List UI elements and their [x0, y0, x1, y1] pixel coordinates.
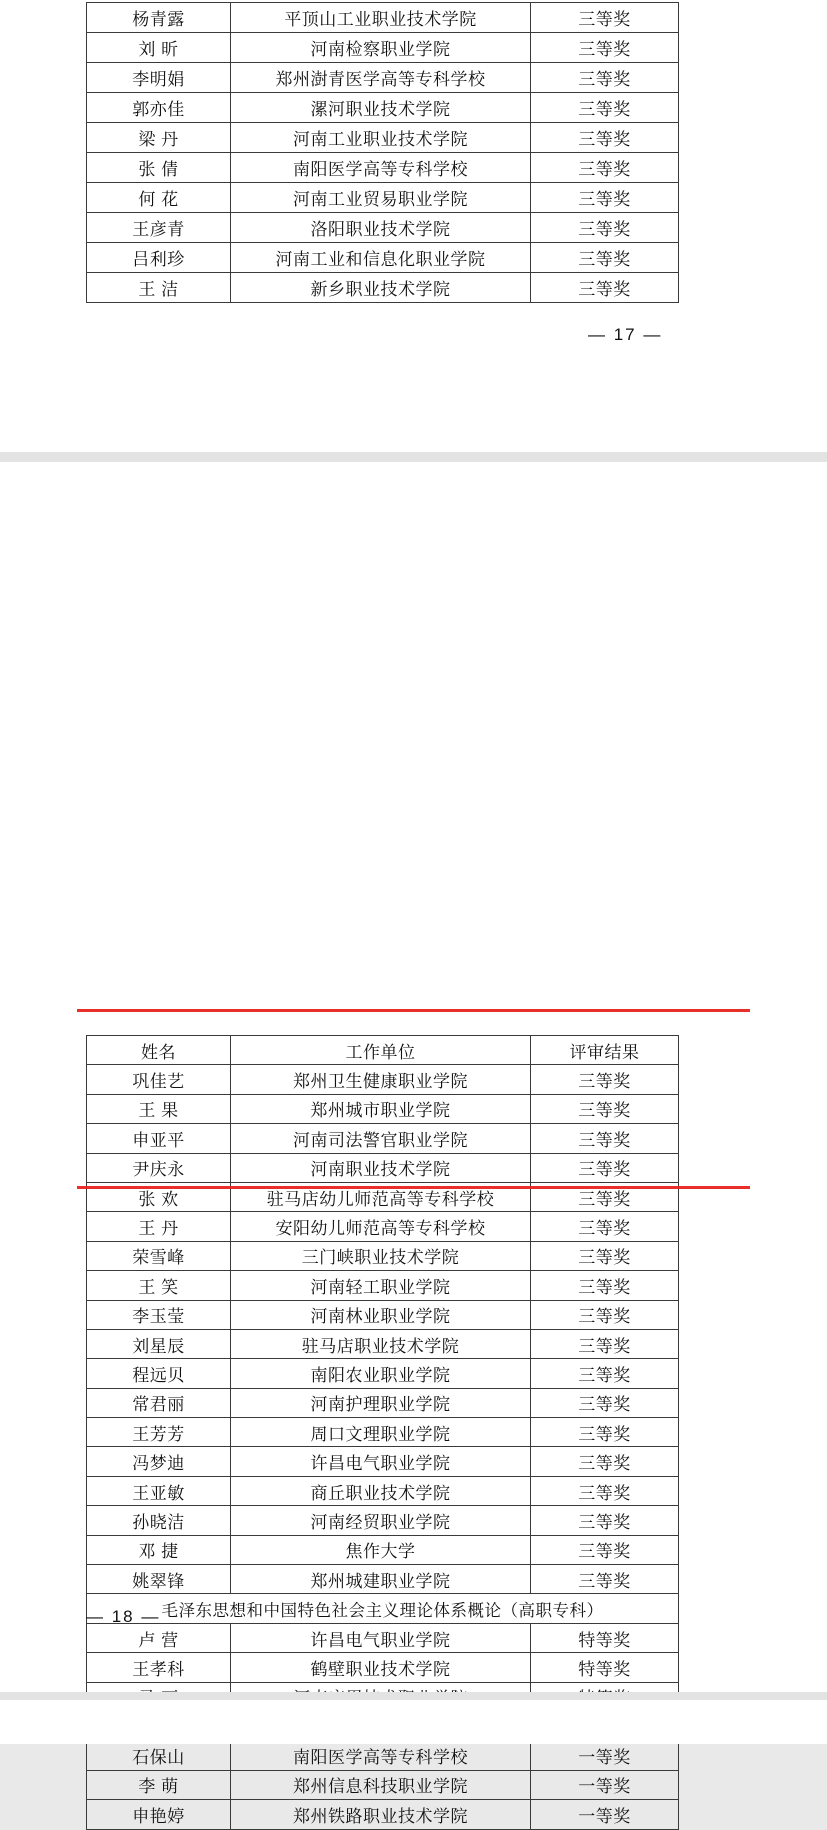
cell-unit: 河南工业和信息化职业学院: [231, 243, 531, 273]
cell-unit: 河南护理职业学院: [231, 1388, 531, 1417]
cell-name: 刘 昕: [87, 33, 231, 63]
cell-result: 三等奖: [531, 1359, 679, 1388]
table-row: [87, 1329, 679, 1358]
table-row: [87, 1800, 679, 1829]
highlight-line-1: [77, 1009, 750, 1012]
cell-unit: 郑州城建职业学院: [231, 1565, 531, 1594]
cell-name: 李 萌: [87, 1770, 231, 1799]
table-row: [87, 1300, 679, 1329]
cell-unit: 周口文理职业学院: [231, 1418, 531, 1447]
cell-name: 王 洁: [87, 273, 231, 303]
cell-unit: 郑州铁路职业技术学院: [231, 1800, 531, 1829]
cell-name: 姚翠锋: [87, 1565, 231, 1594]
table-row: [87, 1476, 679, 1505]
cell-result: 三等奖: [531, 1153, 679, 1182]
cell-result: 特等奖: [531, 1653, 679, 1682]
cell-result: 三等奖: [531, 1535, 679, 1564]
page-sheet-18: [0, 462, 827, 1826]
cell-result: 三等奖: [531, 1065, 679, 1094]
cell-unit: 驻马店幼儿师范高等专科学校: [231, 1182, 531, 1211]
cell-name: 荣雪峰: [87, 1241, 231, 1270]
cell-name: 王彦青: [87, 213, 231, 243]
table-row: [87, 1447, 679, 1476]
cell-result: 三等奖: [531, 1300, 679, 1329]
table-row: [87, 1359, 679, 1388]
table-top: [86, 2, 679, 303]
cell-name: 王 笑: [87, 1271, 231, 1300]
table-row: [87, 273, 679, 303]
cell-result: 三等奖: [531, 123, 679, 153]
table-row: [87, 1770, 679, 1799]
cell-result: 三等奖: [531, 33, 679, 63]
cell-result: 三等奖: [531, 63, 679, 93]
cell-result: 三等奖: [531, 1506, 679, 1535]
page-number-18: — 18 —: [86, 1607, 161, 1626]
cell-unit: 焦作大学: [231, 1535, 531, 1564]
cell-name: 石保山: [87, 1741, 231, 1770]
cell-name: 梁 丹: [87, 123, 231, 153]
cell-name: 王亚敏: [87, 1476, 231, 1505]
table-row: [87, 1535, 679, 1564]
table-row: [87, 1653, 679, 1682]
cell-unit: 许昌电气职业学院: [231, 1623, 531, 1652]
cell-result: 三等奖: [531, 1418, 679, 1447]
page-number-17: — 17 —: [588, 325, 663, 344]
cell-unit: 平顶山工业职业技术学院: [231, 3, 531, 33]
cell-unit: 郑州城市职业学院: [231, 1094, 531, 1123]
cell-name: 尹庆永: [87, 1153, 231, 1182]
cell-unit: 安阳幼儿师范高等专科学校: [231, 1212, 531, 1241]
results-table-continued: [86, 2, 679, 303]
cell-result: 三等奖: [531, 1094, 679, 1123]
table-body-top: [87, 3, 679, 303]
cell-unit: 商丘职业技术学院: [231, 1476, 531, 1505]
cell-result: 三等奖: [531, 1476, 679, 1505]
table-row: [87, 1094, 679, 1123]
cell-result: 三等奖: [531, 273, 679, 303]
table-row: [87, 1388, 679, 1417]
cell-name: 何 花: [87, 183, 231, 213]
cell-unit: 南阳农业职业学院: [231, 1359, 531, 1388]
cell-unit: 郑州澍青医学高等专科学校: [231, 63, 531, 93]
cell-unit: 河南职业技术学院: [231, 1153, 531, 1182]
header-name: 姓名: [87, 1036, 231, 1065]
cell-result: 三等奖: [531, 1329, 679, 1358]
table-row: [87, 1741, 679, 1770]
page-sheet-17: [0, 0, 827, 452]
table-row: [87, 1241, 679, 1270]
cell-name: 李玉莹: [87, 1300, 231, 1329]
cell-name: 孙晓洁: [87, 1506, 231, 1535]
table-row: [87, 243, 679, 273]
cell-unit: 许昌电气职业学院: [231, 1447, 531, 1476]
table-header-row: [87, 1036, 679, 1065]
cell-name: 巩佳艺: [87, 1065, 231, 1094]
cell-unit: 鹤壁职业技术学院: [231, 1653, 531, 1682]
table-row: [87, 213, 679, 243]
cell-result: 三等奖: [531, 3, 679, 33]
table-row: [87, 1271, 679, 1300]
cell-unit: 南阳医学高等专科学校: [231, 153, 531, 183]
cell-result: 一等奖: [531, 1770, 679, 1799]
cell-result: 三等奖: [531, 93, 679, 123]
cell-unit: 河南工业贸易职业学院: [231, 183, 531, 213]
table-row: [87, 3, 679, 33]
cell-result: 三等奖: [531, 1565, 679, 1594]
header-result: 评审结果: [531, 1036, 679, 1065]
table-row: [87, 1153, 679, 1182]
cell-result: 三等奖: [531, 153, 679, 183]
table-row: [87, 93, 679, 123]
table-row: [87, 63, 679, 93]
table-row: [87, 1212, 679, 1241]
cell-result: 三等奖: [531, 243, 679, 273]
section-title: 毛泽东思想和中国特色社会主义理论体系概论（高职专科）: [87, 1594, 679, 1623]
table-row: [87, 33, 679, 63]
table-row: [87, 1565, 679, 1594]
cell-name: 王 果: [87, 1094, 231, 1123]
cell-name: 卢 营: [87, 1623, 231, 1652]
cell-name: 常君丽: [87, 1388, 231, 1417]
cell-name: 程远贝: [87, 1359, 231, 1388]
table-row: [87, 1506, 679, 1535]
cell-result: 三等奖: [531, 213, 679, 243]
highlight-line-2: [77, 1186, 750, 1189]
table-row: [87, 1418, 679, 1447]
table-row: [87, 1623, 679, 1652]
cell-unit: 河南经贸职业学院: [231, 1506, 531, 1535]
cell-unit: 洛阳职业技术学院: [231, 213, 531, 243]
cell-unit: 新乡职业技术学院: [231, 273, 531, 303]
cell-result: 三等奖: [531, 183, 679, 213]
cell-name: 刘星辰: [87, 1329, 231, 1358]
header-unit: 工作单位: [231, 1036, 531, 1065]
cell-name: 李明娟: [87, 63, 231, 93]
page-sheet-next: [0, 1700, 827, 1744]
cell-name: 吕利珍: [87, 243, 231, 273]
cell-name: 王孝科: [87, 1653, 231, 1682]
cell-result: 三等奖: [531, 1388, 679, 1417]
cell-unit: 河南司法警官职业学院: [231, 1124, 531, 1153]
cell-unit: 河南林业职业学院: [231, 1300, 531, 1329]
cell-unit: 河南工业职业技术学院: [231, 123, 531, 153]
table-section-row: [87, 1594, 679, 1623]
cell-name: 王芳芳: [87, 1418, 231, 1447]
cell-unit: 南阳医学高等专科学校: [231, 1741, 531, 1770]
cell-name: 杨青露: [87, 3, 231, 33]
cell-result: 三等奖: [531, 1212, 679, 1241]
cell-result: 三等奖: [531, 1182, 679, 1211]
cell-unit: 驻马店职业技术学院: [231, 1329, 531, 1358]
cell-name: 张 欢: [87, 1182, 231, 1211]
cell-result: 特等奖: [531, 1623, 679, 1652]
cell-result: 三等奖: [531, 1241, 679, 1270]
cell-unit: 三门峡职业技术学院: [231, 1241, 531, 1270]
table-row: [87, 1065, 679, 1094]
cell-unit: 郑州信息科技职业学院: [231, 1770, 531, 1799]
cell-name: 冯梦迪: [87, 1447, 231, 1476]
page-divider-top: [0, 452, 827, 462]
cell-unit: 河南检察职业学院: [231, 33, 531, 63]
cell-name: 张 倩: [87, 153, 231, 183]
cell-result: 三等奖: [531, 1124, 679, 1153]
table-row: [87, 153, 679, 183]
cell-name: 申亚平: [87, 1124, 231, 1153]
cell-result: 三等奖: [531, 1271, 679, 1300]
cell-name: 王 丹: [87, 1212, 231, 1241]
cell-result: 三等奖: [531, 1447, 679, 1476]
cell-unit: 漯河职业技术学院: [231, 93, 531, 123]
cell-result: 一等奖: [531, 1800, 679, 1829]
cell-name: 申艳婷: [87, 1800, 231, 1829]
table-row: [87, 123, 679, 153]
cell-unit: 河南轻工职业学院: [231, 1271, 531, 1300]
table-row: [87, 183, 679, 213]
cell-result: 一等奖: [531, 1741, 679, 1770]
cell-name: 邓 捷: [87, 1535, 231, 1564]
cell-name: 郭亦佳: [87, 93, 231, 123]
table-row: [87, 1124, 679, 1153]
cell-unit: 郑州卫生健康职业学院: [231, 1065, 531, 1094]
